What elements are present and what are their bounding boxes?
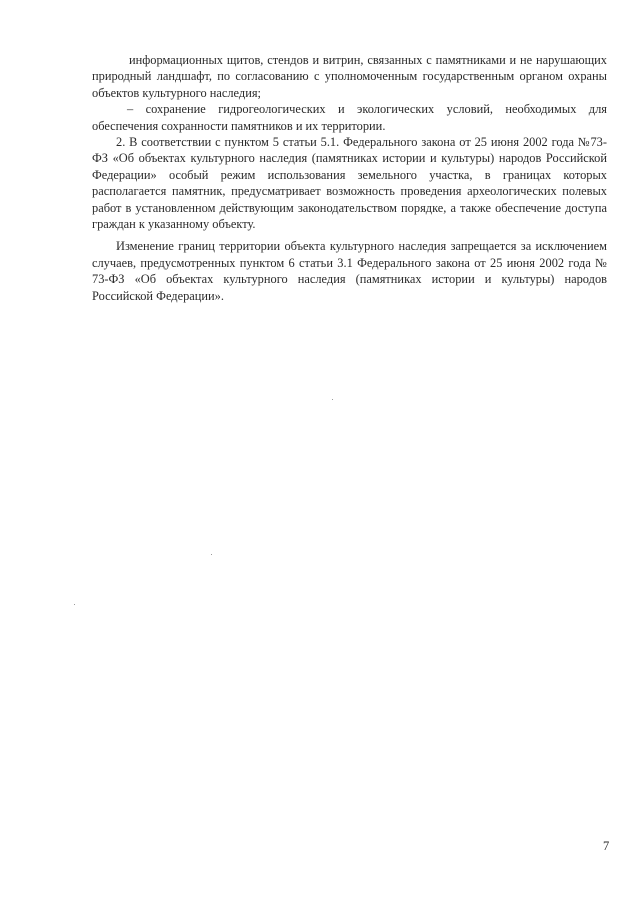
- paragraph-boundary-change: Изменение границ территории объекта культурного наследия запрещается за исключением случаев, предусмотренных пунктом 6 статьи 3.1 Федерального закона от 25 июня 2002 года № 73-ФЗ «Об объектах культурного наследия (памятниках истории и культуры) народов Российской Федерации».: [92, 239, 607, 303]
- paragraph-list-item: – сохранение гидрогеологических и экологических условий, необходимых для обеспечения сохранности памятников и их территории.: [92, 102, 607, 133]
- scan-speck: [74, 604, 75, 605]
- paragraph-continuation: информационных щитов, стендов и витрин, связанных с памятниками и не нарушающих природный ландшафт, по согласованию с уполномоченным государственным органом охраны объектов культурного наследия;: [92, 53, 607, 100]
- page-number: 7: [603, 839, 610, 853]
- scan-speck: [211, 554, 212, 555]
- paragraph-section-2: 2. В соответствии с пунктом 5 статьи 5.1. Федерального закона от 25 июня 2002 года №73-ФЗ «Об объектах культурного наследия (памятниках истории и культуры) народов Российской Федерации» особый режим использования земельного участка, в границах которых располагается памятник, предусматривает возможность проведения археологических полевых работ в установленном действующим законодательством порядке, а также обеспечение доступа граждан к указанному объекту.: [92, 135, 607, 232]
- scan-speck: [332, 399, 333, 400]
- document-body: [92, 52, 607, 304]
